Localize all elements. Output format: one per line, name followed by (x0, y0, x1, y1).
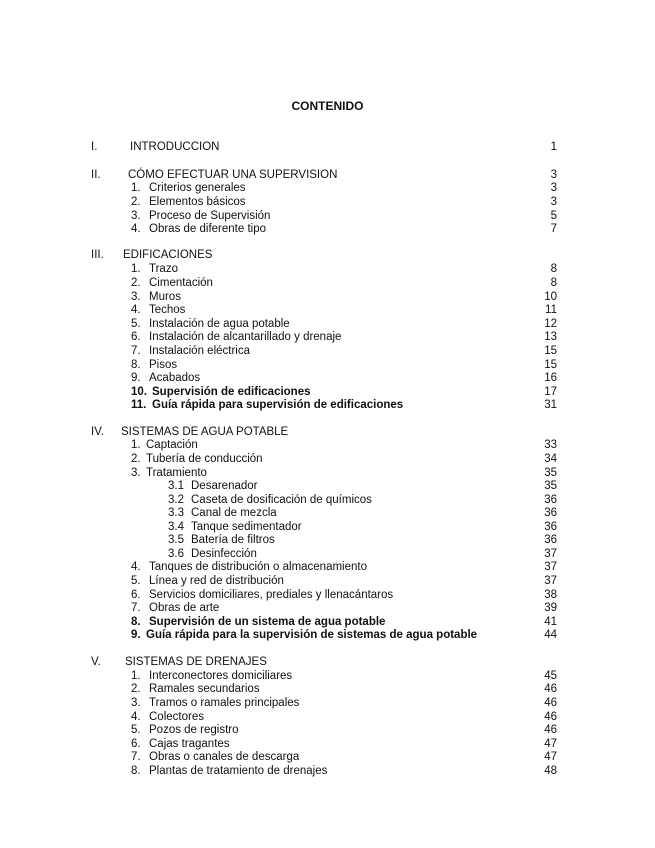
item-label: Pisos (149, 359, 178, 371)
toc-subitem (0, 479, 655, 493)
toc-section (0, 248, 655, 262)
page-number: 37 (544, 561, 557, 573)
item-number: 3. (131, 210, 141, 222)
item-number: 1. (131, 263, 141, 275)
item-number: 6. (131, 331, 141, 343)
toc-item (0, 317, 655, 331)
page-number: 47 (544, 738, 557, 750)
item-label: Colectores (149, 711, 204, 723)
toc-subitem (0, 493, 655, 507)
item-number: 10. (131, 386, 147, 398)
page-number: 36 (544, 494, 557, 506)
toc-subitem (0, 533, 655, 547)
item-label: Tanque sedimentador (191, 521, 302, 533)
item-label: Tubería de conducción (146, 453, 263, 465)
toc-item (0, 682, 655, 696)
item-label: Elementos básicos (149, 196, 246, 208)
page-number: 8 (550, 263, 557, 275)
item-number: 2. (131, 683, 141, 695)
item-label: Servicios domiciliares, prediales y llenacántaros (149, 589, 394, 601)
item-number: 1. (131, 439, 141, 451)
item-label: Plantas de tratamiento de drenajes (149, 765, 328, 777)
item-number: 2. (131, 196, 141, 208)
page-number: 8 (550, 277, 557, 289)
toc-item (0, 723, 655, 737)
toc-item (0, 358, 655, 372)
page-number: 7 (550, 223, 557, 235)
item-number: 4. (131, 711, 141, 723)
toc-item (0, 669, 655, 683)
item-number: 3.5 (168, 534, 184, 546)
page-number: 31 (544, 399, 557, 411)
item-label: Guía rápida para supervisión de edificaciones (152, 399, 404, 411)
page-number: 15 (544, 345, 557, 357)
section-numeral: V. (91, 656, 101, 668)
item-label: Guía rápida para la supervisión de sistemas de agua potable (146, 629, 478, 641)
item-number: 5. (131, 575, 141, 587)
page-number: 12 (544, 318, 557, 330)
item-label: Cimentación (149, 277, 213, 289)
item-label: Interconectores domiciliares (149, 670, 293, 682)
item-number: 8. (131, 616, 141, 628)
item-number: 3. (131, 697, 141, 709)
item-label: Criterios generales (149, 182, 246, 194)
toc-item (0, 574, 655, 588)
page-number: 15 (544, 359, 557, 371)
item-number: 8. (131, 359, 141, 371)
item-number: 11. (131, 399, 147, 411)
item-number: 3. (131, 467, 141, 479)
item-number: 4. (131, 223, 141, 235)
page-number: 3 (550, 182, 557, 194)
item-label: Supervisión de edificaciones (152, 386, 311, 398)
item-label: Batería de filtros (191, 534, 275, 546)
section-numeral: II. (91, 169, 101, 181)
page-number: 36 (544, 507, 557, 519)
toc-item (0, 344, 655, 358)
item-label: Obras de diferente tipo (149, 223, 266, 235)
item-label: Instalación de agua potable (149, 318, 290, 330)
item-label: Acabados (149, 372, 201, 384)
item-label: Caseta de dosificación de químicos (191, 494, 372, 506)
section-heading: EDIFICACIONES (123, 249, 213, 261)
item-label: Techos (149, 304, 186, 316)
page-number: 35 (544, 480, 557, 492)
item-label: Obras de arte (149, 602, 220, 614)
item-number: 3.6 (168, 548, 184, 560)
item-label: Tratamiento (146, 467, 207, 479)
toc-item (0, 601, 655, 615)
page-number: 44 (544, 629, 557, 641)
page-number: 48 (544, 765, 557, 777)
item-label: Línea y red de distribución (149, 575, 284, 587)
page-number: 46 (544, 683, 557, 695)
toc-item (0, 181, 655, 195)
toc-item (0, 276, 655, 290)
item-label: Canal de mezcla (191, 507, 277, 519)
page-number: 39 (544, 602, 557, 614)
item-label: Captación (146, 439, 198, 451)
toc-item (0, 371, 655, 385)
toc-item (0, 615, 655, 629)
page-number: 37 (544, 575, 557, 587)
item-number: 2. (131, 277, 141, 289)
toc-item (0, 750, 655, 764)
page-title: CONTENIDO (291, 99, 364, 113)
item-label: Cajas tragantes (149, 738, 230, 750)
item-number: 3.3 (168, 507, 184, 519)
item-label: Supervisión de un sistema de agua potable (149, 616, 386, 628)
toc-item (0, 385, 655, 399)
toc-item (0, 398, 655, 412)
item-label: Ramales secundarios (149, 683, 260, 695)
toc-item (0, 222, 655, 236)
item-label: Instalación eléctrica (149, 345, 250, 357)
toc-item (0, 764, 655, 778)
toc-subitem (0, 506, 655, 520)
item-label: Obras o canales de descarga (149, 751, 300, 763)
toc-item (0, 588, 655, 602)
toc-section (0, 168, 655, 182)
item-label: Pozos de registro (149, 724, 239, 736)
page-number: 46 (544, 697, 557, 709)
item-label: Muros (149, 291, 181, 303)
item-label: Trazo (149, 263, 178, 275)
page-number: 36 (544, 534, 557, 546)
item-number: 3.1 (168, 480, 184, 492)
toc-item (0, 209, 655, 223)
toc-section (0, 655, 655, 669)
section-heading: INTRODUCCION (130, 141, 220, 153)
page-number: 3 (550, 169, 557, 181)
item-number: 6. (131, 589, 141, 601)
item-label: Desarenador (191, 480, 258, 492)
toc-item (0, 560, 655, 574)
toc-item (0, 195, 655, 209)
item-number: 9. (131, 629, 141, 641)
item-number: 6. (131, 738, 141, 750)
page-number: 35 (544, 467, 557, 479)
page-number: 10 (544, 291, 557, 303)
page-number: 46 (544, 711, 557, 723)
item-number: 3. (131, 291, 141, 303)
toc-section (0, 140, 655, 154)
toc-subitem (0, 520, 655, 534)
toc-item (0, 628, 655, 642)
page-number: 38 (544, 589, 557, 601)
toc-section (0, 425, 655, 439)
item-number: 9. (131, 372, 141, 384)
page-number: 16 (544, 372, 557, 384)
page-number: 37 (544, 548, 557, 560)
item-number: 7. (131, 751, 141, 763)
page-number: 11 (545, 304, 557, 316)
page-number: 46 (544, 724, 557, 736)
item-number: 8. (131, 765, 141, 777)
page-number: 33 (544, 439, 557, 451)
item-number: 4. (131, 304, 141, 316)
item-number: 5. (131, 318, 141, 330)
page-number: 36 (544, 521, 557, 533)
item-label: Instalación de alcantarillado y drenaje (149, 331, 342, 343)
page-number: 47 (544, 751, 557, 763)
item-number: 2. (131, 453, 141, 465)
toc-item (0, 737, 655, 751)
item-label: Proceso de Supervisión (149, 210, 271, 222)
item-number: 1. (131, 182, 141, 194)
toc-item (0, 452, 655, 466)
page-number: 41 (544, 616, 557, 628)
item-number: 5. (131, 724, 141, 736)
section-heading: SISTEMAS DE AGUA POTABLE (121, 426, 289, 438)
toc-item (0, 290, 655, 304)
toc-item (0, 696, 655, 710)
item-number: 7. (131, 345, 141, 357)
page-number: 5 (550, 210, 557, 222)
item-number: 4. (131, 561, 141, 573)
item-number: 3.4 (168, 521, 184, 533)
page-number: 34 (544, 453, 557, 465)
toc-item (0, 710, 655, 724)
toc-item (0, 330, 655, 344)
item-number: 1. (131, 670, 141, 682)
section-heading: CÓMO EFECTUAR UNA SUPERVISION (128, 169, 338, 181)
section-numeral: III. (91, 249, 104, 261)
item-number: 3.2 (168, 494, 184, 506)
page-number: 13 (544, 331, 557, 343)
item-number: 7. (131, 602, 141, 614)
toc-item (0, 466, 655, 480)
item-label: Tanques de distribución o almacenamiento (149, 561, 367, 573)
toc-subitem (0, 547, 655, 561)
section-numeral: I. (91, 141, 98, 153)
item-label: Tramos o ramales principales (149, 697, 300, 709)
toc-item (0, 303, 655, 317)
section-heading: SISTEMAS DE DRENAJES (125, 656, 267, 668)
toc-item (0, 262, 655, 276)
item-label: Desinfección (191, 548, 257, 560)
page-number: 17 (544, 386, 557, 398)
page-number: 3 (550, 196, 557, 208)
page-number: 45 (544, 670, 557, 682)
section-numeral: IV. (91, 426, 105, 438)
toc-item (0, 438, 655, 452)
page-number: 1 (550, 141, 557, 153)
